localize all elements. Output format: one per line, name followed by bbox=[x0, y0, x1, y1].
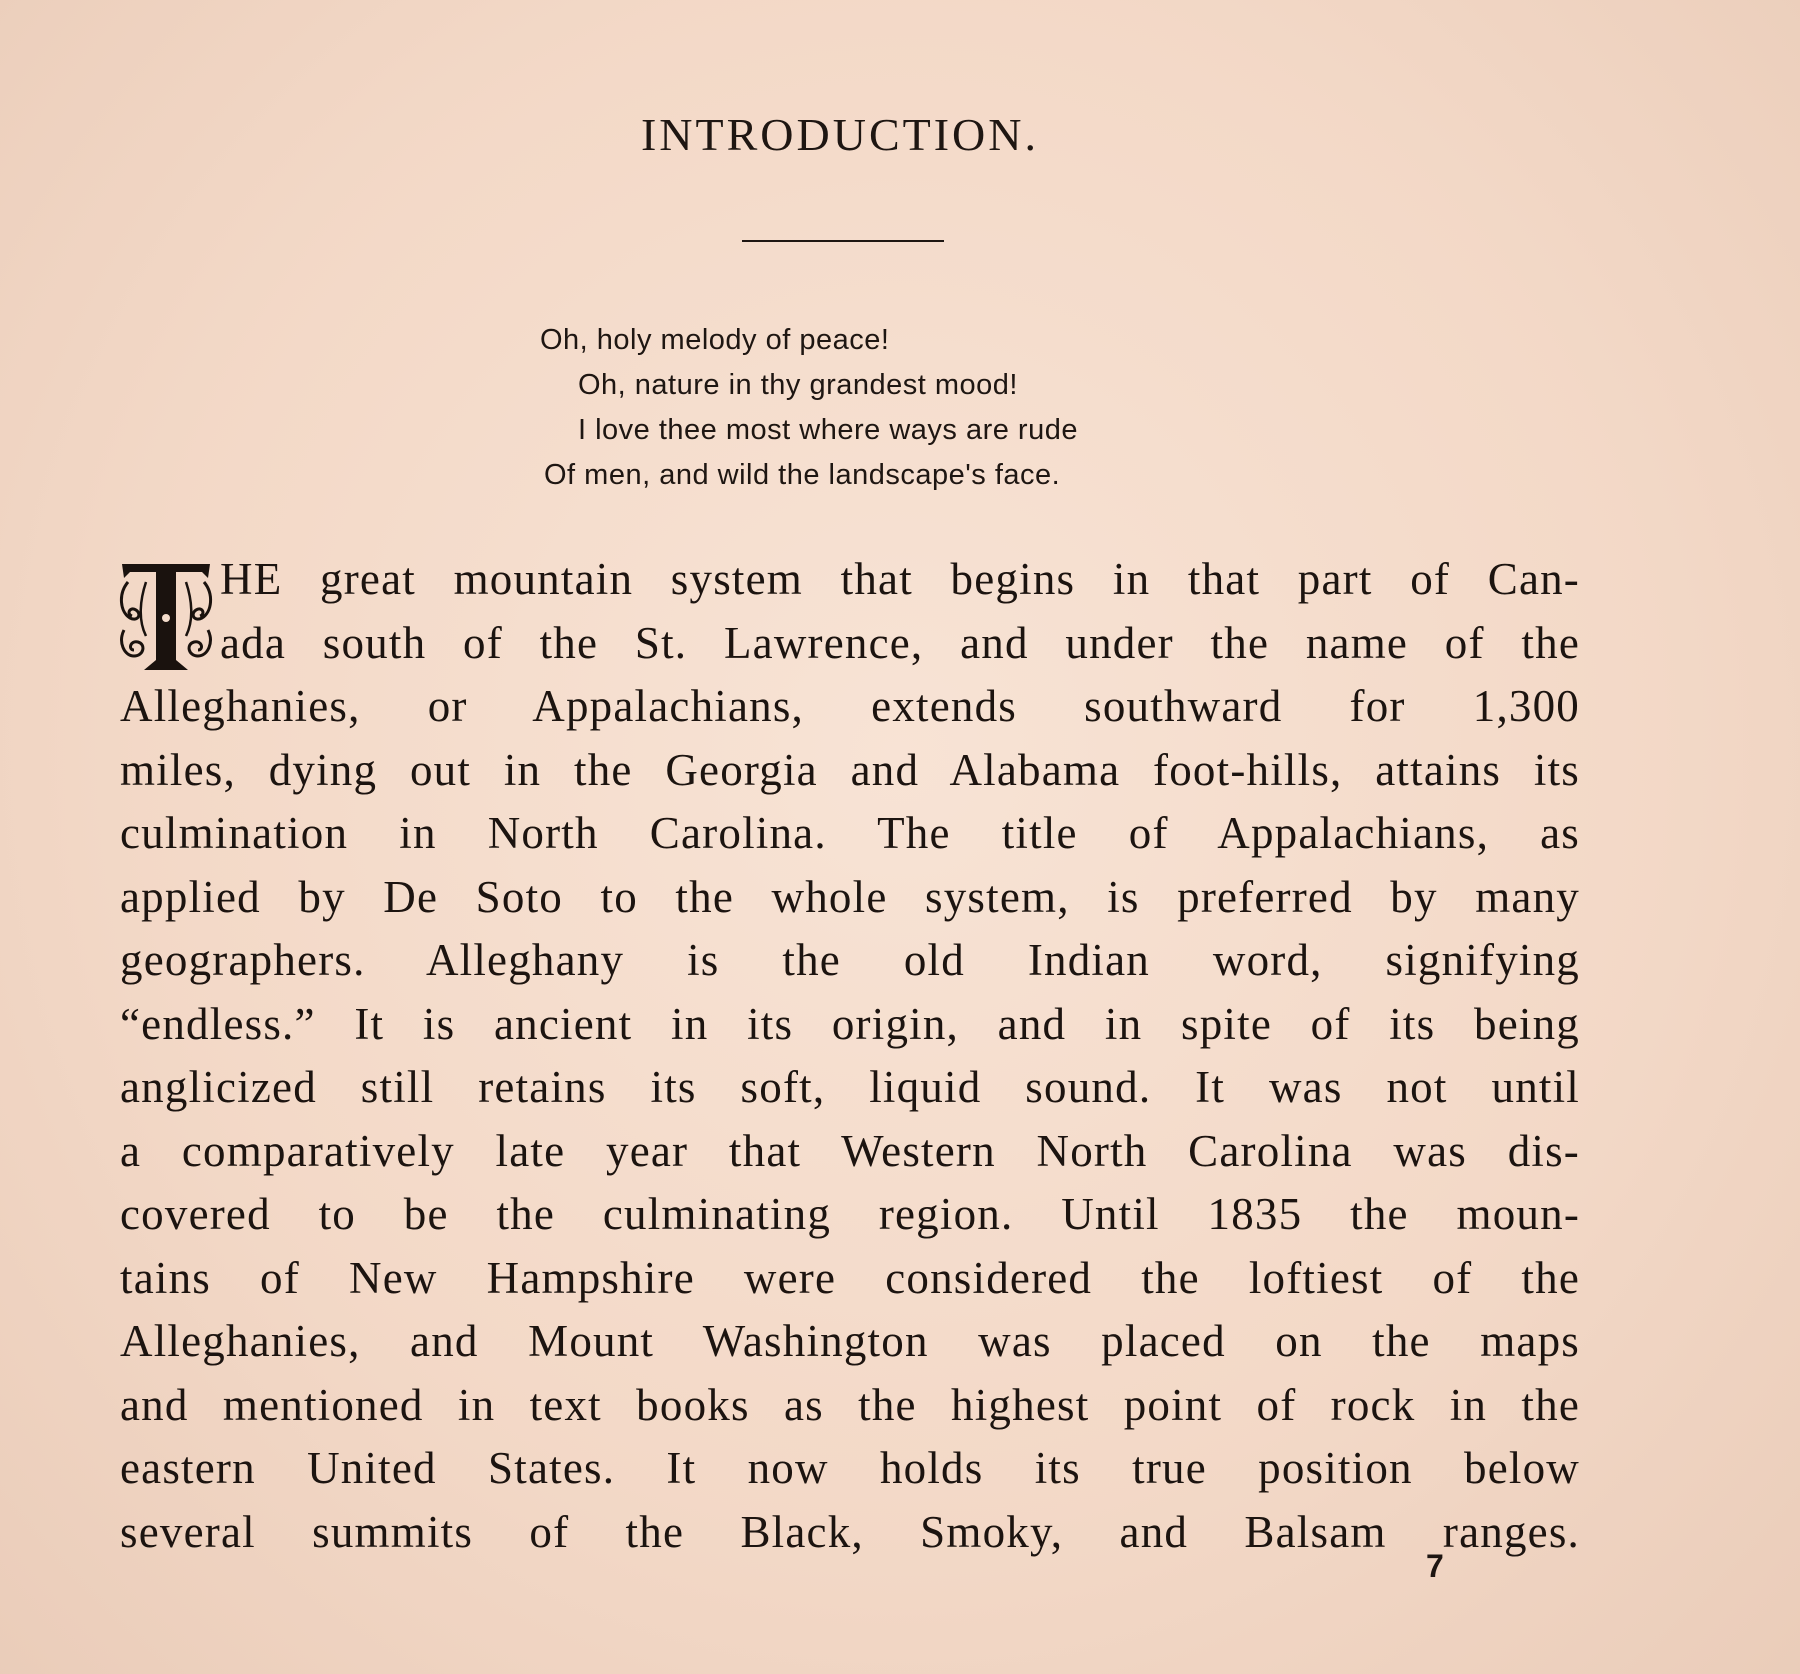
epigraph-verse bbox=[540, 318, 1078, 498]
verse-line: Of men, and wild the landscape's face. bbox=[544, 459, 1061, 491]
text-line: ada south of the St. Lawrence, and under the name of the bbox=[220, 617, 1580, 668]
text-line: eastern United States. It now holds its true position below bbox=[120, 1443, 1580, 1493]
text-line: anglicized still retains its soft, liquid sound. It was not until bbox=[120, 1062, 1580, 1112]
verse-line: I love thee most where ways are rude bbox=[578, 414, 1078, 446]
text-line: several summits of the Black, Smoky, and Balsam ranges. bbox=[120, 1506, 1580, 1557]
text-line: “endless.” It is ancient in its origin, and in spite of its being bbox=[120, 998, 1580, 1049]
verse-line: Oh, nature in thy grandest mood! bbox=[578, 369, 1018, 401]
text-line: applied by De Soto to the whole system, is preferred by many bbox=[120, 871, 1580, 922]
text-line: geographers. Alleghany is the old Indian word, signifying bbox=[120, 935, 1580, 985]
text-line: tains of New Hampshire were considered the loftiest of the bbox=[120, 1252, 1580, 1303]
text-line: HE great mountain system that begins in that part of Can- bbox=[220, 554, 1580, 604]
title-divider bbox=[742, 240, 944, 242]
page-title: INTRODUCTION. bbox=[640, 109, 1039, 160]
text-line: Alleghanies, and Mount Washington was placed on the maps bbox=[120, 1316, 1580, 1366]
text-line: Alleghanies, or Appalachians, extends southward for 1,300 bbox=[120, 681, 1580, 731]
text-line: a comparatively late year that Western North Carolina was dis- bbox=[120, 1125, 1580, 1176]
page-number: 7 bbox=[1426, 1548, 1444, 1584]
text-line: covered to be the culminating region. Until 1835 the moun- bbox=[120, 1189, 1580, 1239]
text-line: and mentioned in text books as the highest point of rock in the bbox=[120, 1379, 1580, 1430]
text-line: culmination in North Carolina. The title of Appalachians, as bbox=[120, 808, 1580, 858]
verse-line: Oh, holy melody of peace! bbox=[540, 324, 890, 356]
body-paragraph bbox=[120, 548, 1580, 1564]
text-line: miles, dying out in the Georgia and Alabama foot-hills, attains its bbox=[120, 744, 1580, 795]
